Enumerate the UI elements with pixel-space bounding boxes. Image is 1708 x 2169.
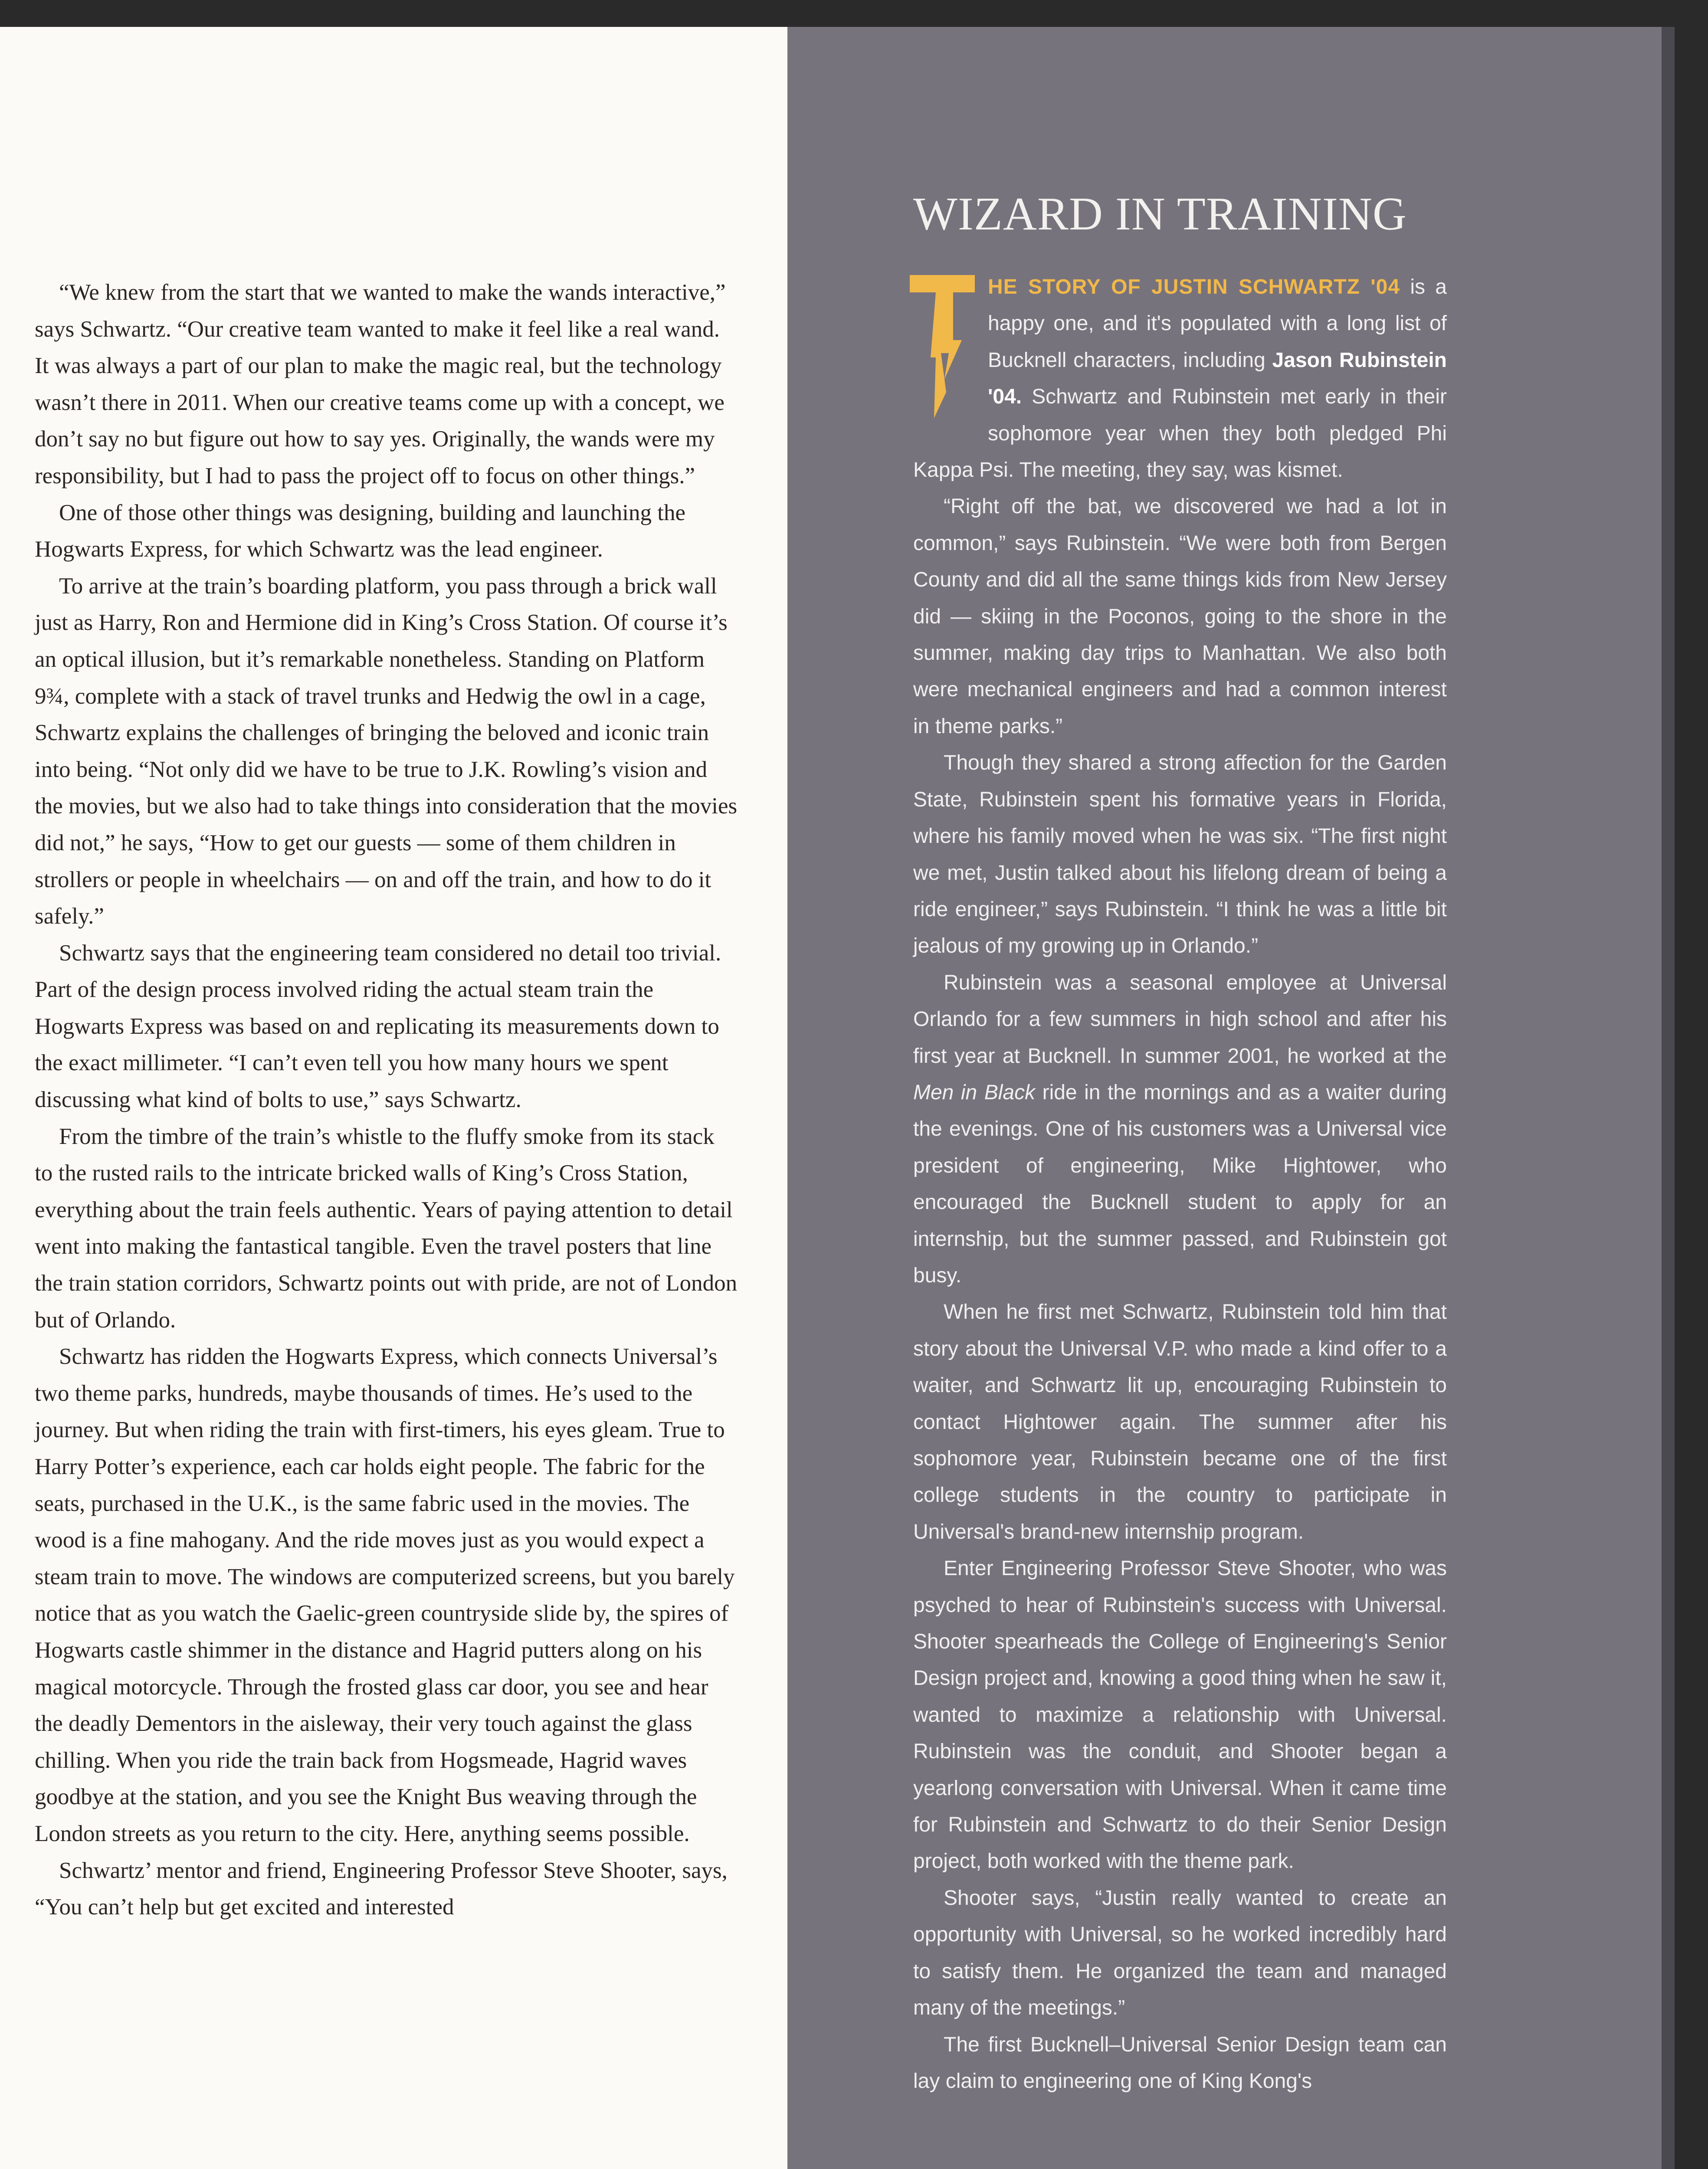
article-column (35, 274, 738, 1926)
sidebar-lead: HE STORY OF JUSTIN SCHWARTZ '04 (988, 275, 1400, 298)
sidebar-paragraph: “Right off the bat, we discovered we had a lot in common,” says Rubinstein. “We were both from Bergen County and did all the same things kids from New Jersey did — skiing in the Poconos, going to the shore in the summer, making day trips to Manhattan. We also both were mechanical engineers and had a common interest in theme parks.” (913, 495, 1447, 738)
sidebar-paragraph: Enter Engineering Professor Steve Shooter, who was psyched to hear of Rubinstein's success with Universal. Shooter spearheads the College of Engineering's Senior Design project and, knowing a good thing when he saw it, wanted to maximize a relationship with Universal. Rubinstein was the conduit, and Shooter began a yearlong conversation with Universal. When it came time for Rubinstein and Schwartz to do their Senior Design project, both worked with the theme park. (913, 1557, 1447, 1873)
article-paragraph: To arrive at the train’s boarding platform, you pass through a brick wall just as Harry, Ron and Hermione did in King’s Cross Station. Of course it’s an optical illusion, but it’s remarkable nonetheless. Standing on Platform 9¾, complete with a stack of travel trunks and Hedwig the owl in a cage, Schwartz explains the challenges of bringing the beloved and iconic train into being. “Not only did we have to be true to J.K. Rowling’s vision and the movies, but we also had to take things into consideration that the movies did not,” he says, “How to get our guests — some of them children in strollers or people in wheelchairs — on and off the train, and how to do it safely.” (35, 573, 738, 929)
sidebar-text: is a happy one, and it's populated with a long list of Bucknell characters, including (988, 275, 1447, 372)
sidebar-text: Schwartz and Rubinstein met early in their sophomore year when they both pledged Phi Kappa Psi. The meeting, they say, was kismet. (913, 385, 1447, 482)
sidebar-paragraph: When he first met Schwartz, Rubinstein told him that story about the Universal V.P. who made a kind offer to a waiter, and Schwartz lit up, encouraging Rubinstein to contact Hightower again. The summer after his sophomore year, Rubinstein became one of the first college students in the country to participate in Universal's brand-new internship program. (913, 1301, 1447, 1543)
sidebar-body (913, 269, 1447, 2100)
sidebar-paragraph: The first Bucknell–Universal Senior Design team can lay claim to engineering one of King Kong's (913, 2033, 1447, 2093)
article-paragraph: Schwartz has ridden the Hogwarts Express, which connects Universal’s two theme parks, hundreds, maybe thousands of times. He’s used to the journey. But when riding the train with first-timers, his eyes gleam. True to Harry Potter’s experience, each car holds eight people. The fabric for the seats, purchased in the U.K., is the same fabric used in the movies. The wood is a fine mahogany. And the ride moves just as you would expect a steam train to move. The windows are computerized screens, but you barely notice that as you watch the Gaelic-green countryside slide by, the spires of Hogwarts castle shimmer in the distance and Hagrid putters along on his magical motorcycle. Through the frosted glass car door, you see and hear the deadly Dementors in the aisleway, their very touch against the glass chilling. When you ride the train back from Hogsmeade, Hagrid waves goodbye at the station, and you see the Knight Bus weaving through the London streets as you return to the city. Here, anything seems possible. (35, 1344, 735, 1846)
article-paragraph: Schwartz says that the engineering team considered no detail too trivial. Part of the design process involved riding the actual steam train the Hogwarts Express was based on and replicating its measurements down to the exact millimeter. “I can’t even tell you how many hours we spent discussing what kind of bolts to use,” says Schwartz. (35, 940, 721, 1113)
sidebar-text: Rubinstein was a seasonal employee at Universal Orlando for a few summers in high school and after his first year at Bucknell. In summer 2001, he worked at the (913, 971, 1447, 1068)
sidebar-text: ride in the mornings and as a waiter during the evenings. One of his customers was a Universal vice president of engineering, Mike Hightower, who encouraged the Bucknell student to apply for an internship, but the summer passed, and Rubinstein got busy. (913, 1081, 1447, 1287)
sidebar-name-bold: Jason Rubinstein '04. (988, 348, 1447, 409)
sidebar-ride-title: Men in Black (913, 1081, 1036, 1104)
magazine-page (0, 27, 1662, 2169)
page-edge-shadow (1662, 27, 1675, 2169)
article-paragraph: From the timbre of the train’s whistle to the fluffy smoke from its stack to the rusted rails to the intricate bricked walls of King’s Cross Station, everything about the train feels authentic. Years of paying attention to detail went into making the fantastical tangible. Even the travel posters that line the train station corridors, Schwartz points out with pride, are not of London but of Orlando. (35, 1124, 738, 1333)
sidebar-paragraph (913, 965, 1447, 1294)
sidebar-paragraph (913, 269, 1447, 488)
sidebar-title: WIZARD IN TRAINING (913, 188, 1407, 240)
article-paragraph: One of those other things was designing, building and launching the Hogwarts Express, for which Schwartz was the lead engineer. (35, 500, 686, 562)
article-paragraph: Schwartz’ mentor and friend, Engineering Professor Steve Shooter, says, “You can’t help but get excited and interested (35, 1858, 728, 1920)
article-paragraph: “We knew from the start that we wanted to make the wands interactive,” says Schwartz. “Our creative team wanted to make it feel like a real wand. It was always a part of our plan to make the magic real, but the technology wasn’t there in 2011. When our creative teams come up with a concept, we don’t say no but figure out how to say yes. Originally, the wands were my responsibility, but I had to pass the project off to focus on other things.” (35, 280, 726, 488)
sidebar-paragraph: Shooter says, “Justin really wanted to create an opportunity with Universal, so he worked incredibly hard to satisfy them. He organized the team and managed many of the meetings.” (913, 1886, 1447, 2020)
sidebar-panel (787, 27, 1662, 2169)
lightning-dropcap-icon (910, 275, 975, 418)
sidebar-paragraph: Though they shared a strong affection for the Garden State, Rubinstein spent his formative years in Florida, where his family moved when he was six. “The first night we met, Justin talked about his lifelong dream of being a ride engineer,” says Rubinstein. “I think he was a little bit jealous of my growing up in Orlando.” (913, 751, 1447, 958)
